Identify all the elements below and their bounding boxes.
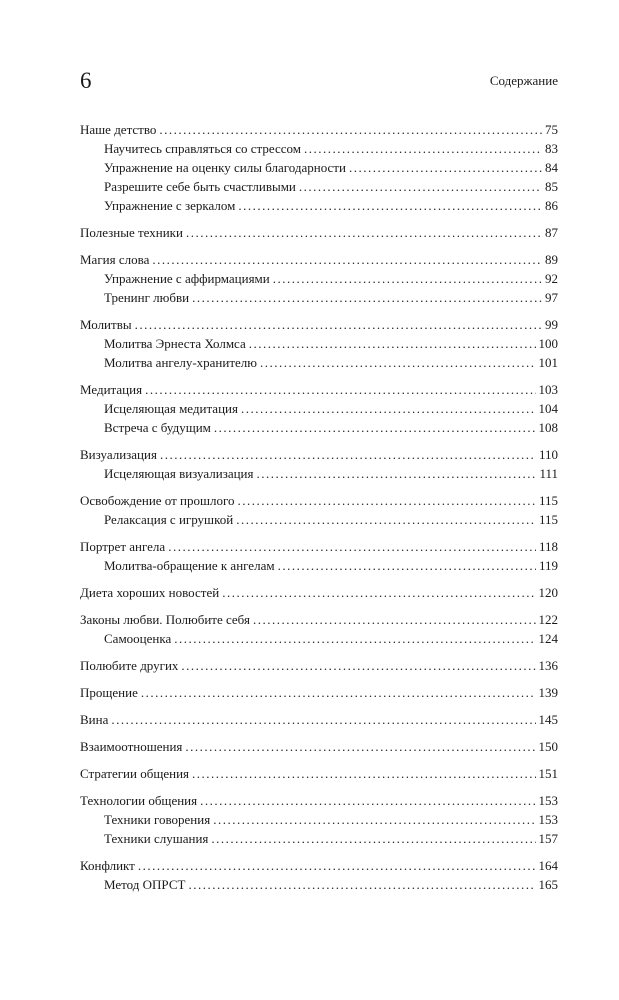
toc-entry[interactable] xyxy=(80,250,558,269)
toc-subentry[interactable] xyxy=(80,177,558,196)
toc-entry-title: Техники говорения xyxy=(104,812,211,827)
toc-entry-title: Молитва Эрнеста Холмса xyxy=(104,336,246,351)
dot-leader xyxy=(192,288,542,307)
toc-entry-page: 150 xyxy=(538,739,558,754)
toc-entry[interactable] xyxy=(80,315,558,334)
toc-entry[interactable] xyxy=(80,656,558,675)
toc-entry-title: Взаимоотношения xyxy=(80,739,183,754)
toc-subentry[interactable] xyxy=(80,875,558,894)
dot-leader xyxy=(200,791,535,810)
toc-entry-title: Техники слушания xyxy=(104,831,209,846)
toc-section xyxy=(80,610,558,648)
toc-subentry[interactable] xyxy=(80,353,558,372)
dot-leader xyxy=(299,177,542,196)
toc-entry-title: Технологии общения xyxy=(80,793,198,808)
dot-leader xyxy=(185,737,535,756)
dot-leader xyxy=(192,764,535,783)
toc-entry-page: 84 xyxy=(545,160,558,175)
toc-entry-page: 100 xyxy=(538,336,558,351)
toc-entry-page: 136 xyxy=(538,658,558,673)
toc-subentry[interactable] xyxy=(80,510,558,529)
toc-entry-page: 115 xyxy=(538,493,558,508)
dot-leader xyxy=(152,250,542,269)
page-number: 6 xyxy=(80,68,92,93)
dot-leader xyxy=(238,491,536,510)
dot-leader xyxy=(111,710,535,729)
toc-subentry[interactable] xyxy=(80,629,558,648)
toc-entry-title: Полюбите других xyxy=(80,658,179,673)
dot-leader xyxy=(278,556,536,575)
dot-leader xyxy=(249,334,536,353)
dot-leader xyxy=(145,380,535,399)
toc-entry-title: Медитация xyxy=(80,382,143,397)
toc-subentry[interactable] xyxy=(80,196,558,215)
toc-section xyxy=(80,380,558,437)
toc-entry-title: Портрет ангела xyxy=(80,539,166,554)
toc-entry-title: Вина xyxy=(80,712,109,727)
toc-entry-page: 99 xyxy=(545,317,558,332)
toc-entry-title: Молитвы xyxy=(80,317,132,332)
dot-leader xyxy=(141,683,536,702)
table-of-contents xyxy=(80,120,558,902)
dot-leader xyxy=(304,139,542,158)
running-head: Содержание xyxy=(489,73,558,88)
toc-section xyxy=(80,737,558,756)
toc-entry-page: 124 xyxy=(538,631,558,646)
dot-leader xyxy=(186,223,542,242)
toc-subentry[interactable] xyxy=(80,556,558,575)
toc-entry-page: 103 xyxy=(538,382,558,397)
toc-section xyxy=(80,250,558,307)
toc-entry-title: Релаксация с игрушкой xyxy=(104,512,234,527)
toc-entry-page: 164 xyxy=(538,858,558,873)
toc-entry-page: 153 xyxy=(538,793,558,808)
toc-subentry[interactable] xyxy=(80,399,558,418)
page-header xyxy=(80,66,558,96)
toc-entry-title: Диета хороших новостей xyxy=(80,585,220,600)
toc-entry[interactable] xyxy=(80,537,558,556)
toc-entry-page: 139 xyxy=(538,685,558,700)
toc-entry-page: 120 xyxy=(538,585,558,600)
toc-entry[interactable] xyxy=(80,683,558,702)
toc-entry-title: Метод ОПРСТ xyxy=(104,877,186,892)
toc-entry[interactable] xyxy=(80,380,558,399)
toc-entry-title: Законы любви. Полюбите себя xyxy=(80,612,250,627)
toc-entry-page: 122 xyxy=(538,612,558,627)
toc-entry-page: 115 xyxy=(538,512,558,527)
toc-section xyxy=(80,315,558,372)
toc-entry-title: Упражнение на оценку силы благодарности xyxy=(104,160,346,175)
toc-section xyxy=(80,710,558,729)
toc-section xyxy=(80,764,558,783)
toc-entry[interactable] xyxy=(80,223,558,242)
dot-leader xyxy=(168,537,536,556)
toc-entry-page: 89 xyxy=(545,252,558,267)
toc-entry-title: Молитва ангелу-хранителю xyxy=(104,355,257,370)
dot-leader xyxy=(253,610,536,629)
toc-section xyxy=(80,223,558,242)
toc-entry-page: 87 xyxy=(545,225,558,240)
toc-entry-title: Молитва-обращение к ангелам xyxy=(104,558,275,573)
dot-leader xyxy=(241,399,536,418)
toc-entry[interactable] xyxy=(80,120,558,139)
toc-section xyxy=(80,120,558,215)
toc-entry-page: 153 xyxy=(538,812,558,827)
toc-entry-title: Встреча с будущим xyxy=(104,420,211,435)
dot-leader xyxy=(135,315,542,334)
toc-entry-title: Исцеляющая визуализация xyxy=(104,466,254,481)
toc-entry[interactable] xyxy=(80,610,558,629)
toc-section xyxy=(80,683,558,702)
toc-entry-page: 92 xyxy=(545,271,558,286)
toc-section xyxy=(80,791,558,848)
toc-entry-title: Тренинг любви xyxy=(104,290,190,305)
toc-entry-title: Научитесь справляться со стрессом xyxy=(104,141,301,156)
toc-entry-title: Разрешите себе быть счастливыми xyxy=(104,179,296,194)
toc-entry-title: Самооценка xyxy=(104,631,172,646)
dot-leader xyxy=(188,875,535,894)
toc-entry-page: 119 xyxy=(538,558,558,573)
toc-entry-title: Упражнение с зеркалом xyxy=(104,198,236,213)
dot-leader xyxy=(138,856,536,875)
toc-subentry[interactable] xyxy=(80,464,558,483)
toc-entry[interactable] xyxy=(80,583,558,602)
toc-subentry[interactable] xyxy=(80,418,558,437)
toc-entry[interactable] xyxy=(80,764,558,783)
toc-section xyxy=(80,583,558,602)
toc-entry-title: Стратегии общения xyxy=(80,766,190,781)
toc-entry-title: Конфликт xyxy=(80,858,135,873)
dot-leader xyxy=(273,269,542,288)
toc-entry-page: 165 xyxy=(538,877,558,892)
toc-entry-page: 111 xyxy=(539,466,558,481)
toc-entry-page: 108 xyxy=(538,420,558,435)
toc-entry-page: 110 xyxy=(538,447,558,462)
dot-leader xyxy=(211,829,535,848)
dot-leader xyxy=(222,583,535,602)
dot-leader xyxy=(181,656,535,675)
toc-entry-title: Визуализация xyxy=(80,447,157,462)
dot-leader xyxy=(214,418,536,437)
dot-leader xyxy=(213,810,535,829)
toc-entry-page: 85 xyxy=(545,179,558,194)
toc-section xyxy=(80,856,558,894)
toc-section xyxy=(80,537,558,575)
toc-entry-title: Прощение xyxy=(80,685,138,700)
dot-leader xyxy=(236,510,536,529)
toc-entry-title: Освобождение от прошлого xyxy=(80,493,235,508)
toc-entry-page: 86 xyxy=(545,198,558,213)
dot-leader xyxy=(159,120,542,139)
toc-entry[interactable] xyxy=(80,856,558,875)
toc-subentry[interactable] xyxy=(80,810,558,829)
toc-entry-title: Магия слова xyxy=(80,252,150,267)
dot-leader xyxy=(260,353,536,372)
dot-leader xyxy=(349,158,542,177)
toc-entry-page: 75 xyxy=(545,122,558,137)
dot-leader xyxy=(257,464,537,483)
toc-entry[interactable] xyxy=(80,791,558,810)
toc-subentry[interactable] xyxy=(80,158,558,177)
dot-leader xyxy=(238,196,542,215)
toc-entry-page: 83 xyxy=(545,141,558,156)
toc-entry[interactable] xyxy=(80,445,558,464)
toc-entry-title: Полезные техники xyxy=(80,225,183,240)
toc-subentry[interactable] xyxy=(80,288,558,307)
toc-entry-page: 101 xyxy=(538,355,558,370)
dot-leader xyxy=(160,445,536,464)
toc-entry-title: Упражнение с аффирмациями xyxy=(104,271,270,286)
toc-entry[interactable] xyxy=(80,491,558,510)
toc-entry-page: 145 xyxy=(538,712,558,727)
toc-entry-page: 157 xyxy=(538,831,558,846)
toc-entry[interactable] xyxy=(80,737,558,756)
dot-leader xyxy=(174,629,535,648)
toc-entry-title: Наше детство xyxy=(80,122,157,137)
toc-entry-page: 118 xyxy=(538,539,558,554)
toc-entry-page: 151 xyxy=(538,766,558,781)
toc-section xyxy=(80,445,558,483)
toc-subentry[interactable] xyxy=(80,334,558,353)
toc-subentry[interactable] xyxy=(80,139,558,158)
toc-subentry[interactable] xyxy=(80,269,558,288)
toc-entry-page: 104 xyxy=(538,401,558,416)
toc-section xyxy=(80,491,558,529)
toc-section xyxy=(80,656,558,675)
toc-entry[interactable] xyxy=(80,710,558,729)
toc-entry-page: 97 xyxy=(545,290,558,305)
toc-subentry[interactable] xyxy=(80,829,558,848)
toc-entry-title: Исцеляющая медитация xyxy=(104,401,238,416)
